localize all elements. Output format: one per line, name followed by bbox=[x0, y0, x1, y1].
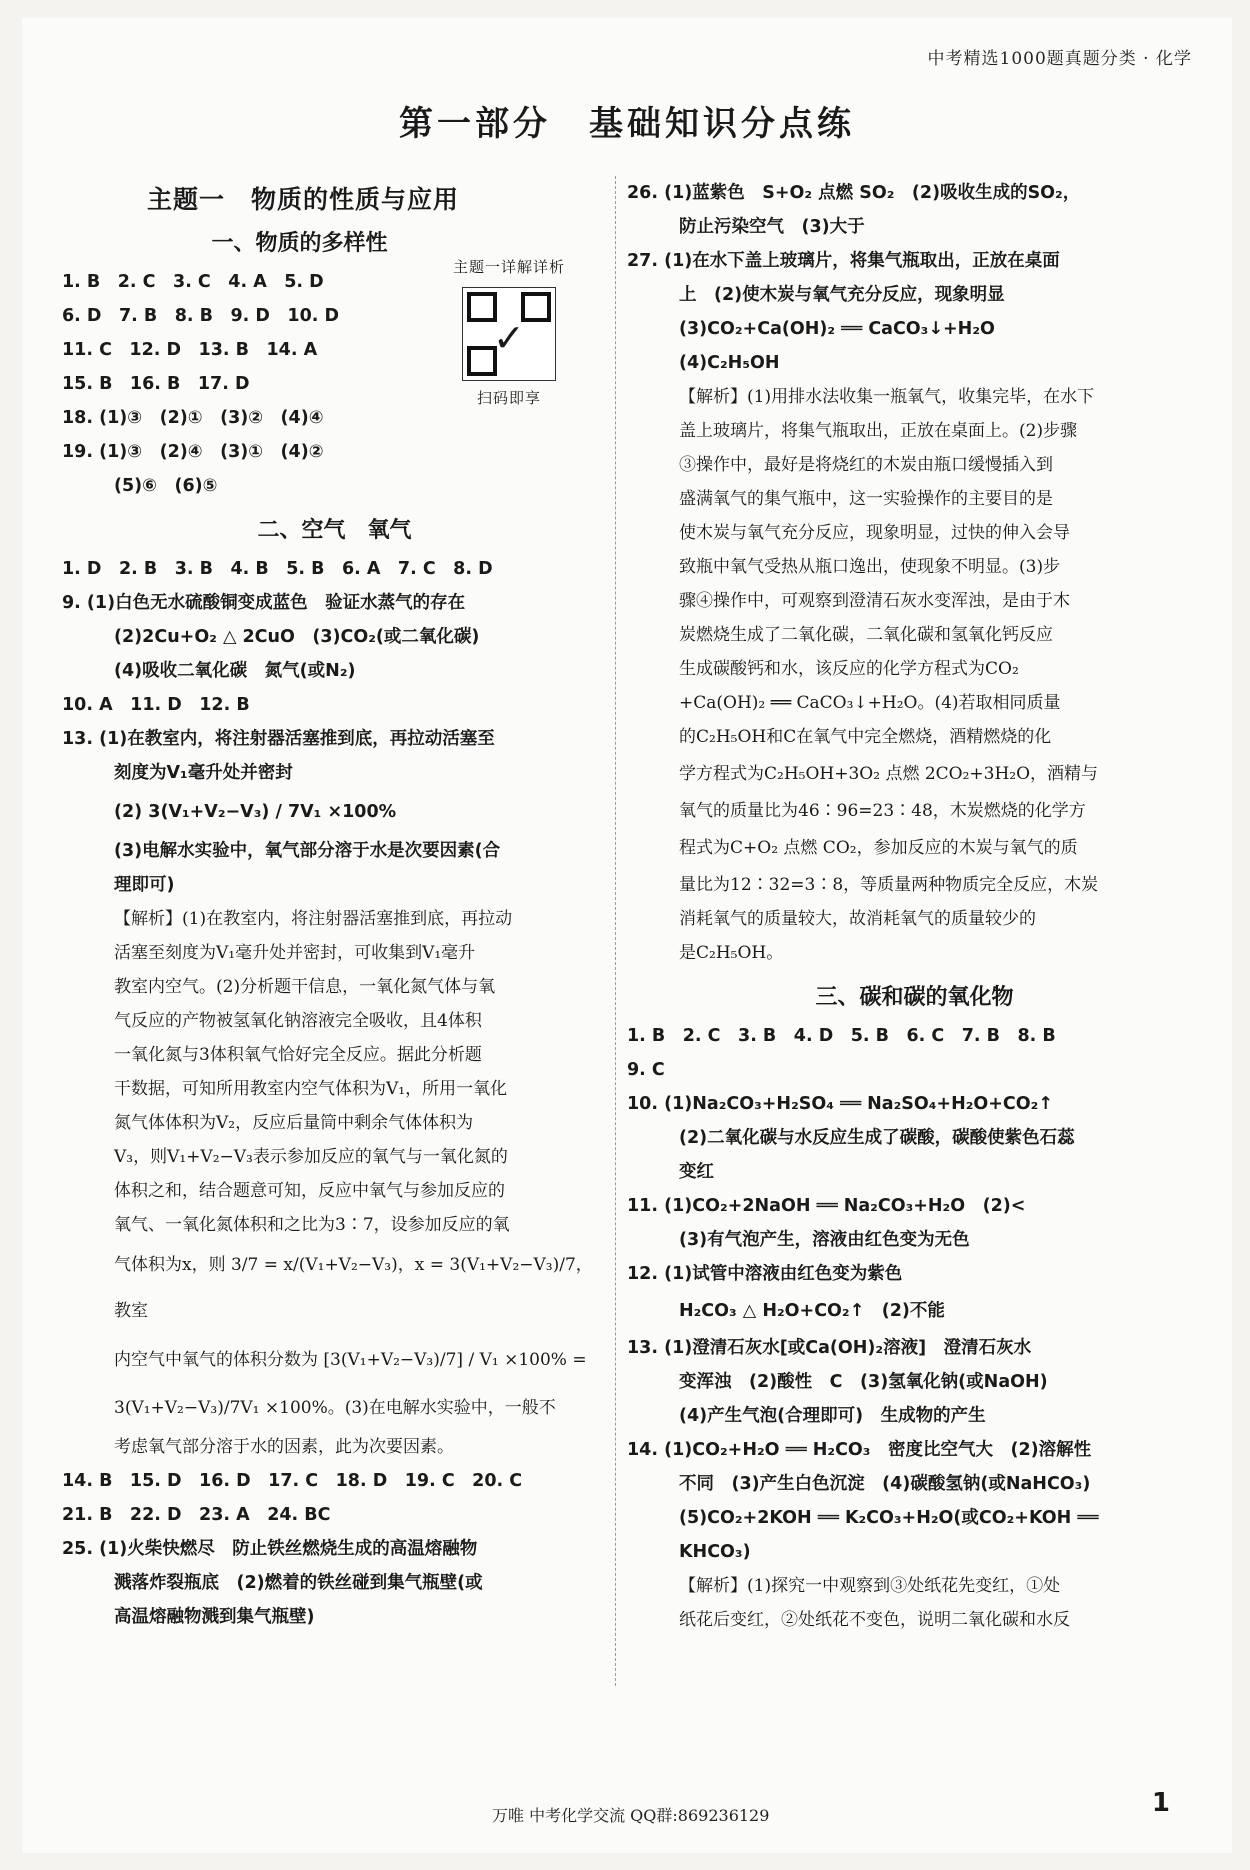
explanation-line: 氧气、一氧化氮体积和之比为3∶7，设参加反应的氧 bbox=[114, 1215, 510, 1235]
explanation-line: 致瓶中氧气受热从瓶口逸出，使现象不明显。(3)步 bbox=[679, 557, 1061, 577]
answer-line: 不同 (3)产生白色沉淀 (4)碳酸氢钠(或NaHCO₃) bbox=[679, 1474, 1091, 1494]
answer-line: 25. (1)火柴快燃尽 防止铁丝燃烧生成的高温熔融物 bbox=[62, 1539, 478, 1559]
answer-line: 13. (1)在教室内，将注射器活塞推到底，再拉动活塞至 bbox=[62, 729, 495, 749]
answer-line: (4)产生气泡(合理即可) 生成物的产生 bbox=[679, 1406, 986, 1426]
answer-line: 15. B 16. B 17. D bbox=[62, 374, 250, 394]
explanation-line: +Ca(OH)₂ ══ CaCO₃↓+H₂O。(4)若取相同质量 bbox=[679, 693, 1061, 713]
answer-line: 防止污染空气 (3)大于 bbox=[679, 217, 865, 237]
explanation-line: 活塞至刻度为V₁毫升处并密封，可收集到V₁毫升 bbox=[114, 943, 476, 963]
explanation-line: 内空气中氧气的体积分数为 [3(V₁+V₂−V₃)/7] / V₁ ×100% = bbox=[114, 1350, 587, 1370]
answer-line: (4)吸收二氧化碳 氮气(或N₂) bbox=[114, 661, 356, 681]
topic-title: 主题一 物质的性质与应用 bbox=[147, 185, 460, 214]
answer-line: (3)电解水实验中，氧气部分溶于水是次要因素(合 bbox=[114, 841, 501, 861]
left-column bbox=[62, 168, 607, 1634]
answer-line: 9. (1)白色无水硫酸铜变成蓝色 验证水蒸气的存在 bbox=[62, 593, 466, 613]
answer-line: 高温熔融物溅到集气瓶壁) bbox=[114, 1607, 315, 1627]
explanation-line: 炭燃烧生成了二氧化碳，二氧化碳和氢氧化钙反应 bbox=[679, 625, 1053, 645]
answer-line: 1. D 2. B 3. B 4. B 5. B 6. A 7. C 8. D bbox=[62, 559, 493, 579]
right-column bbox=[627, 176, 1202, 1637]
answer-line: (5)CO₂+2KOH ══ K₂CO₃+H₂O(或CO₂+KOH ══ bbox=[679, 1508, 1099, 1528]
answer-line: 溅落炸裂瓶底 (2)燃着的铁丝碰到集气瓶壁(或 bbox=[114, 1573, 483, 1593]
answer-line: 刻度为V₁毫升处并密封 bbox=[114, 763, 293, 783]
answer-line: 18. (1)③ (2)① (3)② (4)④ bbox=[62, 408, 324, 428]
qr-label: 主题一详解详析 bbox=[452, 258, 565, 276]
explanation-line: 干数据，可知所用教室内空气体积为V₁，所用一氧化 bbox=[114, 1079, 508, 1099]
answer-line: 变浑浊 (2)酸性 C (3)氢氧化钠(或NaOH) bbox=[679, 1372, 1048, 1392]
explanation-line: V₃，则V₁+V₂−V₃表示参加反应的氧气与一氧化氮的 bbox=[114, 1147, 508, 1167]
explanation-line: 【解析】(1)探究一中观察到③处纸花先变红，①处 bbox=[679, 1576, 1061, 1596]
answer-line: 理即可) bbox=[114, 875, 175, 895]
answer-line: 变红 bbox=[679, 1162, 714, 1182]
answer-line: 10. A 11. D 12. B bbox=[62, 695, 250, 715]
explanation-line: 使木炭与氧气充分反应，现象明显，过快的伸入会导 bbox=[679, 523, 1070, 543]
explanation-line: 教室内空气。(2)分析题干信息，一氧化氮气体与氧 bbox=[114, 977, 496, 997]
answer-line: (3)CO₂+Ca(OH)₂ ══ CaCO₃↓+H₂O bbox=[679, 319, 995, 339]
section-title-2: 二、空气 氧气 bbox=[257, 518, 412, 543]
answer-line: (5)⑥ (6)⑤ bbox=[114, 476, 218, 496]
explanation-line: 体积之和，结合题意可知，反应中氧气与参加反应的 bbox=[114, 1181, 505, 1201]
qr-code-block[interactable] bbox=[434, 256, 584, 408]
answer-line: KHCO₃) bbox=[679, 1542, 751, 1562]
explanation-line: 量比为12∶32=3∶8，等质量两种物质完全反应，木炭 bbox=[679, 875, 1099, 895]
answer-line: 14. (1)CO₂+H₂O ══ H₂CO₃ 密度比空气大 (2)溶解性 bbox=[627, 1440, 1092, 1460]
answer-line: 9. C bbox=[627, 1060, 665, 1080]
explanation-line: 一氧化氮与3体积氧气恰好完全反应。据此分析题 bbox=[114, 1045, 482, 1065]
answer-line: 19. (1)③ (2)④ (3)① (4)② bbox=[62, 442, 324, 462]
answer-line: (4)C₂H₅OH bbox=[679, 353, 780, 373]
explanation-line: 纸花后变红，②处纸花不变色，说明二氧化碳和水反 bbox=[679, 1610, 1070, 1630]
explanation-line: 消耗氧气的质量较大，故消耗氧气的质量较少的 bbox=[679, 909, 1036, 929]
explanation-line: 学方程式为C₂H₅OH+3O₂ 点燃 2CO₂+3H₂O，酒精与 bbox=[679, 764, 1099, 784]
explanation-line: 程式为C+O₂ 点燃 CO₂，参加反应的木炭与氧气的质 bbox=[679, 838, 1078, 858]
answer-line: (2)二氧化碳与水反应生成了碳酸，碳酸使紫色石蕊 bbox=[679, 1128, 1075, 1148]
answer-line: 1. B 2. C 3. C 4. A 5. D bbox=[62, 272, 324, 292]
explanation-line: 考虑氧气部分溶于水的因素，此为次要因素。 bbox=[114, 1437, 454, 1457]
explanation-line: 【解析】(1)在教室内，将注射器活塞推到底，再拉动 bbox=[114, 909, 513, 929]
footer-brand: 万唯 中考化学交流 QQ群:869236129 bbox=[492, 1806, 770, 1825]
answer-line: 6. D 7. B 8. B 9. D 10. D bbox=[62, 306, 340, 326]
answer-line: 14. B 15. D 16. D 17. C 18. D 19. C 20. C bbox=[62, 1471, 523, 1491]
answer-line: 11. (1)CO₂+2NaOH ══ Na₂CO₃+H₂O (2)< bbox=[627, 1196, 1026, 1216]
answer-line: 26. (1)蓝紫色 S+O₂ 点燃 SO₂ (2)吸收生成的SO₂， bbox=[627, 183, 1081, 203]
explanation-line: 是C₂H₅OH。 bbox=[679, 943, 784, 963]
answer-line: 12. (1)试管中溶液由红色变为紫色 bbox=[627, 1264, 903, 1284]
page-title: 第一部分 基础知识分点练 bbox=[399, 104, 855, 144]
explanation-line: 的C₂H₅OH和C在氧气中完全燃烧，酒精燃烧的化 bbox=[679, 727, 1052, 747]
explanation-line: 气体积为x，则 3/7 = x/(V₁+V₂−V₃)，x = 3(V₁+V₂−V₃)/7，教室 bbox=[114, 1255, 593, 1321]
answer-line: 11. C 12. D 13. B 14. A bbox=[62, 340, 318, 360]
qr-code-icon[interactable]: ✓ bbox=[462, 287, 556, 381]
explanation-line: 3(V₁+V₂−V₃)/7V₁ ×100%。(3)在电解水实验中，一般不 bbox=[114, 1398, 556, 1418]
answer-line: (2)2Cu+O₂ △ 2CuO (3)CO₂(或二氧化碳) bbox=[114, 627, 480, 647]
section-title-1: 一、物质的多样性 bbox=[211, 231, 388, 256]
answer-line: 10. (1)Na₂CO₃+H₂SO₄ ══ Na₂SO₄+H₂O+CO₂↑ bbox=[627, 1094, 1053, 1114]
explanation-line: 氮气体体积为V₂，反应后量筒中剩余气体体积为 bbox=[114, 1113, 474, 1133]
answer-line: (2) 3(V₁+V₂−V₃) / 7V₁ ×100% bbox=[114, 802, 397, 822]
explanation-line: ③操作中，最好是将烧红的木炭由瓶口缓慢插入到 bbox=[679, 455, 1053, 475]
qr-caption: 扫码即享 bbox=[476, 389, 541, 407]
explanation-line: 气反应的产物被氢氧化钠溶液完全吸收，且4体积 bbox=[114, 1011, 482, 1031]
column-divider bbox=[615, 176, 616, 1686]
answer-line: 13. (1)澄清石灰水[或Ca(OH)₂溶液] 澄清石灰水 bbox=[627, 1338, 1032, 1358]
explanation-line: 盖上玻璃片，将集气瓶取出，正放在桌面上。(2)步骤 bbox=[679, 421, 1078, 441]
document-page bbox=[22, 18, 1232, 1853]
answer-line: (3)有气泡产生，溶液由红色变为无色 bbox=[679, 1230, 970, 1250]
section-title-3: 三、碳和碳的氧化物 bbox=[815, 985, 1014, 1010]
explanation-line: 盛满氧气的集气瓶中，这一实验操作的主要目的是 bbox=[679, 489, 1053, 509]
explanation-line: 【解析】(1)用排水法收集一瓶氧气，收集完毕，在水下 bbox=[679, 387, 1095, 407]
answer-line: 21. B 22. D 23. A 24. BC bbox=[62, 1505, 331, 1525]
answer-line: H₂CO₃ △ H₂O+CO₂↑ (2)不能 bbox=[679, 1301, 945, 1321]
explanation-line: 氧气的质量比为46∶96=23∶48，木炭燃烧的化学方 bbox=[679, 801, 1086, 821]
page-number: 1 bbox=[1151, 1788, 1170, 1818]
answer-line: 上 (2)使木炭与氧气充分反应，现象明显 bbox=[679, 285, 1005, 305]
explanation-line: 生成碳酸钙和水，该反应的化学方程式为CO₂ bbox=[679, 659, 1019, 679]
answer-line: 1. B 2. C 3. B 4. D 5. B 6. C 7. B 8. B bbox=[627, 1026, 1056, 1046]
explanation-line: 骤④操作中，可观察到澄清石灰水变浑浊，是由于木 bbox=[679, 591, 1070, 611]
answer-line: 27. (1)在水下盖上玻璃片，将集气瓶取出，正放在桌面 bbox=[627, 251, 1060, 271]
running-header: 中考精选1000题真题分类 · 化学 bbox=[927, 49, 1192, 69]
